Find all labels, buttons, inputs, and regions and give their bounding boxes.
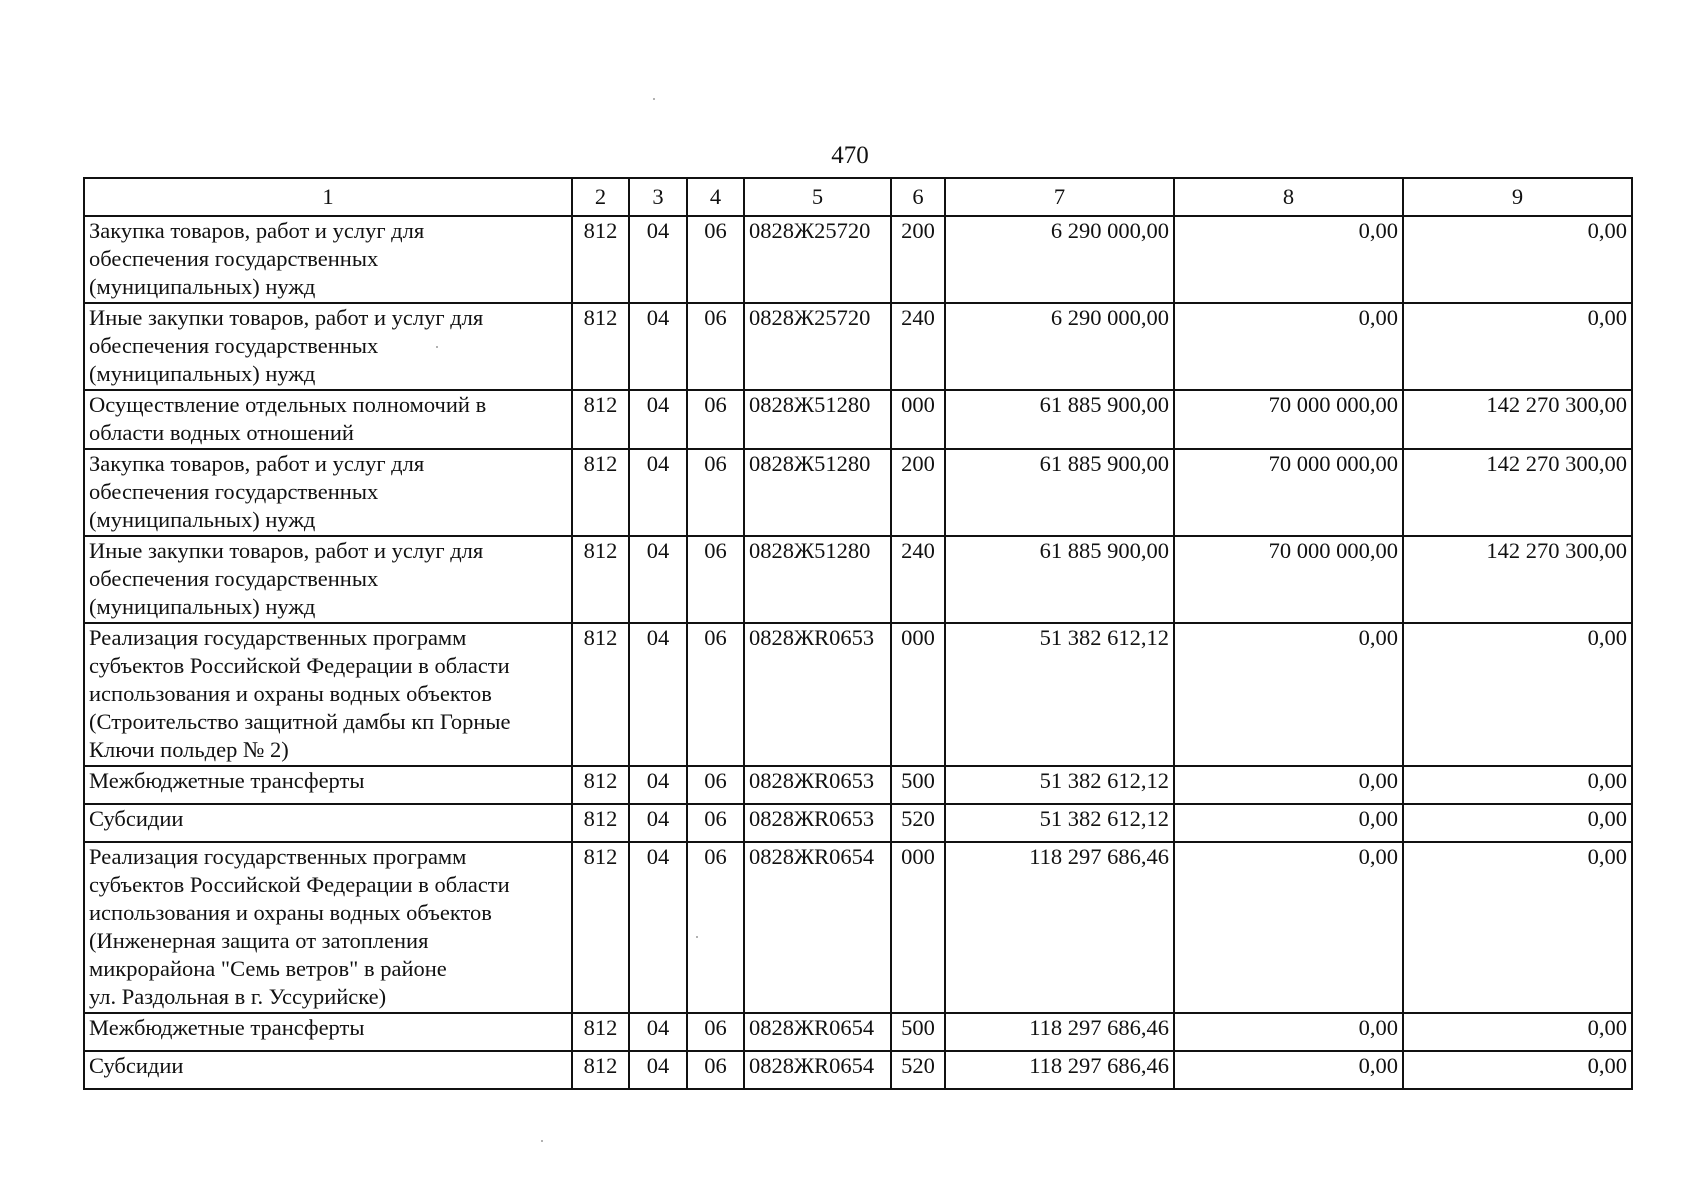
row-name-line: (муниципальных) нужд [89, 274, 316, 299]
cell-amount-col8: 70 000 000,00 [1174, 449, 1403, 536]
row-name-line: субъектов Российской Федерации в области [89, 872, 510, 897]
cell-expense-type: 520 [891, 1051, 945, 1089]
cell-amount-col9: 142 270 300,00 [1403, 449, 1632, 536]
cell-amount-col8: 0,00 [1174, 303, 1403, 390]
cell-expense-type: 200 [891, 216, 945, 303]
column-header: 5 [744, 178, 891, 216]
column-header: 2 [572, 178, 629, 216]
cell-target-article: 0828ЖR0653 [744, 623, 891, 766]
cell-ministry-code: 812 [572, 536, 629, 623]
scan-speck [653, 98, 655, 100]
row-name [84, 766, 572, 804]
cell-target-article: 0828ЖR0653 [744, 804, 891, 842]
table-row [84, 842, 1632, 1013]
cell-target-article: 0828Ж25720 [744, 303, 891, 390]
column-header: 8 [1174, 178, 1403, 216]
row-name-line: использования и охраны водных объектов [89, 681, 492, 706]
row-name-line: Субсидии [89, 806, 184, 831]
cell-amount-col7: 118 297 686,46 [945, 1013, 1174, 1051]
cell-subsection: 06 [687, 804, 744, 842]
row-name-line: Закупка товаров, работ и услуг для [89, 218, 425, 243]
cell-section: 04 [629, 303, 687, 390]
row-name-line: использования и охраны водных объектов [89, 900, 492, 925]
cell-amount-col7: 118 297 686,46 [945, 842, 1174, 1013]
row-name [84, 449, 572, 536]
row-name-line: Иные закупки товаров, работ и услуг для [89, 305, 484, 330]
cell-amount-col7: 61 885 900,00 [945, 390, 1174, 449]
cell-target-article: 0828ЖR0654 [744, 842, 891, 1013]
cell-amount-col8: 0,00 [1174, 1013, 1403, 1051]
row-name [84, 623, 572, 766]
row-name-line: обеспечения государственных [89, 333, 379, 358]
row-name-line: (муниципальных) нужд [89, 361, 316, 386]
cell-amount-col7: 6 290 000,00 [945, 216, 1174, 303]
row-name-line: обеспечения государственных [89, 246, 379, 271]
row-name-line: микрорайона "Семь ветров" в районе [89, 956, 447, 981]
table-row [84, 536, 1632, 623]
cell-amount-col8: 0,00 [1174, 1051, 1403, 1089]
cell-target-article: 0828Ж51280 [744, 390, 891, 449]
cell-target-article: 0828Ж51280 [744, 536, 891, 623]
row-name-line: обеспечения государственных [89, 566, 379, 591]
cell-expense-type: 000 [891, 842, 945, 1013]
cell-subsection: 06 [687, 766, 744, 804]
page-number: 470 [831, 142, 869, 169]
cell-expense-type: 500 [891, 1013, 945, 1051]
cell-amount-col7: 51 382 612,12 [945, 804, 1174, 842]
cell-amount-col7: 51 382 612,12 [945, 766, 1174, 804]
cell-section: 04 [629, 1013, 687, 1051]
table-row [84, 804, 1632, 842]
cell-subsection: 06 [687, 216, 744, 303]
scan-speck [436, 346, 438, 348]
cell-amount-col9: 0,00 [1403, 303, 1632, 390]
row-name-line: Ключи польдер № 2) [89, 737, 289, 762]
cell-amount-col8: 0,00 [1174, 623, 1403, 766]
cell-amount-col9: 0,00 [1403, 1051, 1632, 1089]
cell-section: 04 [629, 216, 687, 303]
row-name-line: Реализация государственных программ [89, 625, 467, 650]
row-name-line: Реализация государственных программ [89, 844, 467, 869]
cell-amount-col9: 0,00 [1403, 1013, 1632, 1051]
row-name-line: (Инженерная защита от затопления [89, 928, 429, 953]
row-name-line: Субсидии [89, 1053, 184, 1078]
cell-section: 04 [629, 449, 687, 536]
row-name-line: субъектов Российской Федерации в области [89, 653, 510, 678]
cell-subsection: 06 [687, 1051, 744, 1089]
cell-target-article: 0828ЖR0654 [744, 1013, 891, 1051]
table-header-row [84, 178, 1632, 216]
row-name-line: Иные закупки товаров, работ и услуг для [89, 538, 484, 563]
row-name [84, 536, 572, 623]
row-name [84, 1051, 572, 1089]
cell-amount-col8: 0,00 [1174, 804, 1403, 842]
cell-target-article: 0828Ж25720 [744, 216, 891, 303]
cell-ministry-code: 812 [572, 766, 629, 804]
table-row [84, 449, 1632, 536]
row-name [84, 1013, 572, 1051]
cell-subsection: 06 [687, 390, 744, 449]
cell-expense-type: 000 [891, 623, 945, 766]
cell-expense-type: 200 [891, 449, 945, 536]
row-name [84, 804, 572, 842]
cell-ministry-code: 812 [572, 1013, 629, 1051]
cell-ministry-code: 812 [572, 303, 629, 390]
row-name-line: (муниципальных) нужд [89, 507, 316, 532]
row-name-line: области водных отношений [89, 420, 354, 445]
cell-ministry-code: 812 [572, 804, 629, 842]
row-name-line: ул. Раздольная в г. Уссурийске) [89, 984, 387, 1009]
column-header: 6 [891, 178, 945, 216]
cell-amount-col9: 142 270 300,00 [1403, 390, 1632, 449]
cell-amount-col7: 51 382 612,12 [945, 623, 1174, 766]
cell-amount-col8: 70 000 000,00 [1174, 390, 1403, 449]
row-name [84, 390, 572, 449]
column-header: 4 [687, 178, 744, 216]
cell-expense-type: 000 [891, 390, 945, 449]
cell-amount-col7: 61 885 900,00 [945, 449, 1174, 536]
row-name-line: Осуществление отдельных полномочий в [89, 392, 487, 417]
cell-amount-col9: 0,00 [1403, 842, 1632, 1013]
cell-expense-type: 500 [891, 766, 945, 804]
row-name [84, 842, 572, 1013]
cell-subsection: 06 [687, 536, 744, 623]
row-name-line: Межбюджетные трансферты [89, 1015, 365, 1040]
cell-section: 04 [629, 842, 687, 1013]
cell-amount-col8: 0,00 [1174, 842, 1403, 1013]
column-header: 9 [1403, 178, 1632, 216]
cell-ministry-code: 812 [572, 390, 629, 449]
cell-section: 04 [629, 804, 687, 842]
cell-ministry-code: 812 [572, 1051, 629, 1089]
row-name-line: Межбюджетные трансферты [89, 768, 365, 793]
cell-amount-col7: 118 297 686,46 [945, 1051, 1174, 1089]
cell-subsection: 06 [687, 842, 744, 1013]
cell-amount-col8: 0,00 [1174, 766, 1403, 804]
cell-amount-col7: 6 290 000,00 [945, 303, 1174, 390]
cell-amount-col8: 0,00 [1174, 216, 1403, 303]
row-name-line: (муниципальных) нужд [89, 594, 316, 619]
column-header: 7 [945, 178, 1174, 216]
cell-expense-type: 240 [891, 536, 945, 623]
row-name-line: (Строительство защитной дамбы кп Горные [89, 709, 511, 734]
cell-section: 04 [629, 766, 687, 804]
cell-amount-col9: 0,00 [1403, 216, 1632, 303]
row-name-line: обеспечения государственных [89, 479, 379, 504]
cell-target-article: 0828ЖR0653 [744, 766, 891, 804]
cell-amount-col9: 0,00 [1403, 766, 1632, 804]
cell-subsection: 06 [687, 303, 744, 390]
cell-ministry-code: 812 [572, 842, 629, 1013]
cell-subsection: 06 [687, 449, 744, 536]
cell-subsection: 06 [687, 1013, 744, 1051]
cell-ministry-code: 812 [572, 449, 629, 536]
table-row [84, 623, 1632, 766]
scan-speck [696, 936, 698, 938]
cell-amount-col7: 61 885 900,00 [945, 536, 1174, 623]
table-row [84, 766, 1632, 804]
cell-ministry-code: 812 [572, 623, 629, 766]
row-name [84, 303, 572, 390]
cell-section: 04 [629, 623, 687, 766]
cell-target-article: 0828Ж51280 [744, 449, 891, 536]
cell-amount-col9: 0,00 [1403, 623, 1632, 766]
cell-target-article: 0828ЖR0654 [744, 1051, 891, 1089]
cell-ministry-code: 812 [572, 216, 629, 303]
cell-section: 04 [629, 536, 687, 623]
row-name-line: Закупка товаров, работ и услуг для [89, 451, 425, 476]
column-header: 1 [84, 178, 572, 216]
column-header: 3 [629, 178, 687, 216]
cell-subsection: 06 [687, 623, 744, 766]
cell-expense-type: 240 [891, 303, 945, 390]
row-name [84, 216, 572, 303]
budget-table [83, 177, 1633, 1090]
table-row [84, 216, 1632, 303]
table-row [84, 390, 1632, 449]
cell-expense-type: 520 [891, 804, 945, 842]
cell-section: 04 [629, 1051, 687, 1089]
cell-amount-col9: 142 270 300,00 [1403, 536, 1632, 623]
cell-section: 04 [629, 390, 687, 449]
table-row [84, 1051, 1632, 1089]
cell-amount-col9: 0,00 [1403, 804, 1632, 842]
table-row [84, 1013, 1632, 1051]
scan-speck [541, 1140, 543, 1142]
cell-amount-col8: 70 000 000,00 [1174, 536, 1403, 623]
table-row [84, 303, 1632, 390]
